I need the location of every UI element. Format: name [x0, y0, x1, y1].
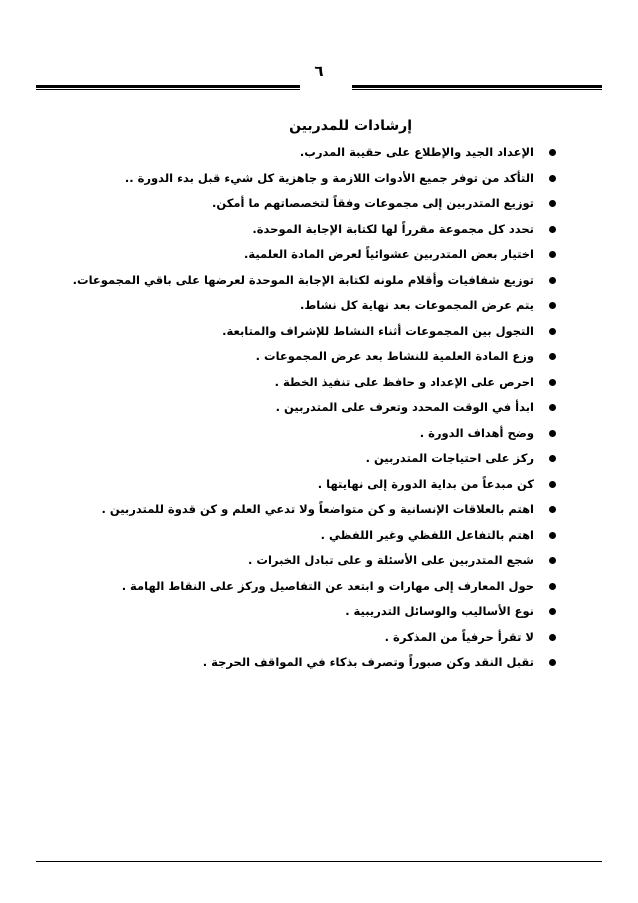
list-item: [36, 293, 556, 319]
bullet-icon: [549, 149, 556, 156]
header-rule-right: [352, 85, 602, 88]
list-item: [36, 421, 556, 447]
list-item-text: اهتم بالتفاعل اللفظي وغير اللفظي .: [320, 527, 534, 542]
list-item-text: التجول بين المجموعات أثناء النشاط للإشراف والمتابعة.: [222, 323, 534, 338]
list-item: [36, 319, 556, 345]
list-item-text: حول المعارف إلى مهارات و ابتعد عن التفاصيل وركز على النقاط الهامة .: [121, 578, 534, 593]
list-item: [36, 370, 556, 396]
bullet-icon: [549, 659, 556, 666]
list-item-text: احرص على الإعداد و حافظ على تنفيذ الخطة .: [274, 374, 534, 389]
bullet-icon: [549, 226, 556, 233]
guidelines-list: [36, 140, 556, 676]
list-item-text: يتم عرض المجموعات بعد نهاية كل نشاط.: [299, 298, 534, 312]
list-item: [36, 395, 556, 421]
list-item: [36, 625, 556, 651]
bullet-icon: [549, 557, 556, 564]
list-item-text: توزيع المتدربين إلى مجموعات وفقاً لتخصصاتهم ما أمكن.: [212, 196, 534, 210]
list-item-text: اهتم بالعلاقات الإنسانية و كن متواضعاً ولا تدعي العلم و كن قدوة للمتدربين .: [101, 502, 534, 516]
header-rule-left: [36, 85, 300, 88]
bullet-icon: [549, 608, 556, 615]
bullet-icon: [549, 430, 556, 437]
list-item-text: توزيع شفافيات وأقلام ملونه لكتابة الإجابة الموحدة لعرضها على باقي المجموعات.: [72, 272, 534, 287]
bullet-icon: [549, 175, 556, 182]
list-item: [36, 242, 556, 268]
bullet-icon: [549, 251, 556, 258]
list-item: [36, 574, 556, 600]
bullet-icon: [549, 302, 556, 309]
list-item-text: ابدأ في الوقت المحدد وتعرف على المتدربين .: [275, 400, 534, 414]
list-item-text: كن مبدعاً من بداية الدورة إلى نهايتها .: [317, 476, 534, 491]
bullet-icon: [549, 455, 556, 462]
list-item: [36, 650, 556, 676]
list-item: [36, 472, 556, 498]
page-number: ٦: [314, 62, 324, 80]
list-item-text: تحدد كل مجموعة مقرراً لها لكتابة الإجابة الموحدة.: [252, 221, 534, 236]
list-item: [36, 191, 556, 217]
bullet-icon: [549, 481, 556, 488]
bullet-icon: [549, 277, 556, 284]
list-item-text: الإعداد الجيد والإطلاع على حقيبة المدرب.: [299, 145, 534, 159]
list-item-text: اختيار بعض المتدربين عشوائياً لعرض المادة العلمية.: [243, 247, 534, 261]
bullet-icon: [549, 583, 556, 590]
list-item: [36, 523, 556, 549]
list-item-text: وزع المادة العلمية للنشاط بعد عرض المجموعات .: [255, 349, 534, 363]
bullet-icon: [549, 200, 556, 207]
list-item-text: نوع الأساليب والوسائل التدريبية .: [345, 604, 534, 618]
bullet-icon: [549, 634, 556, 641]
list-item: [36, 140, 556, 166]
list-item: [36, 344, 556, 370]
list-item: [36, 166, 556, 192]
list-item: [36, 497, 556, 523]
bullet-icon: [549, 379, 556, 386]
page-title: إرشادات للمدربين: [289, 118, 412, 134]
list-item: [36, 446, 556, 472]
bullet-icon: [549, 353, 556, 360]
list-item-text: لا تقرأ حرفياً من المذكرة .: [384, 629, 534, 644]
list-item: [36, 599, 556, 625]
list-item: [36, 268, 556, 294]
list-item-text: تقبل النقد وكن صبوراً وتصرف بذكاء في المواقف الحرجة .: [202, 655, 534, 669]
list-item: [36, 217, 556, 243]
list-item: [36, 548, 556, 574]
list-item-text: التأكد من توفر جميع الأدوات اللازمة و جاهزية كل شيء قبل بدء الدورة ..: [124, 170, 534, 185]
list-item-text: ركز على احتياجات المتدربين .: [365, 451, 534, 465]
bullet-icon: [549, 506, 556, 513]
bullet-icon: [549, 532, 556, 539]
footer-rule: [36, 861, 602, 862]
list-item-text: شجع المتدربين على الأسئلة و على تبادل الخبرات .: [248, 553, 534, 567]
bullet-icon: [549, 328, 556, 335]
list-item-text: وضح أهداف الدورة .: [419, 425, 534, 440]
bullet-icon: [549, 404, 556, 411]
